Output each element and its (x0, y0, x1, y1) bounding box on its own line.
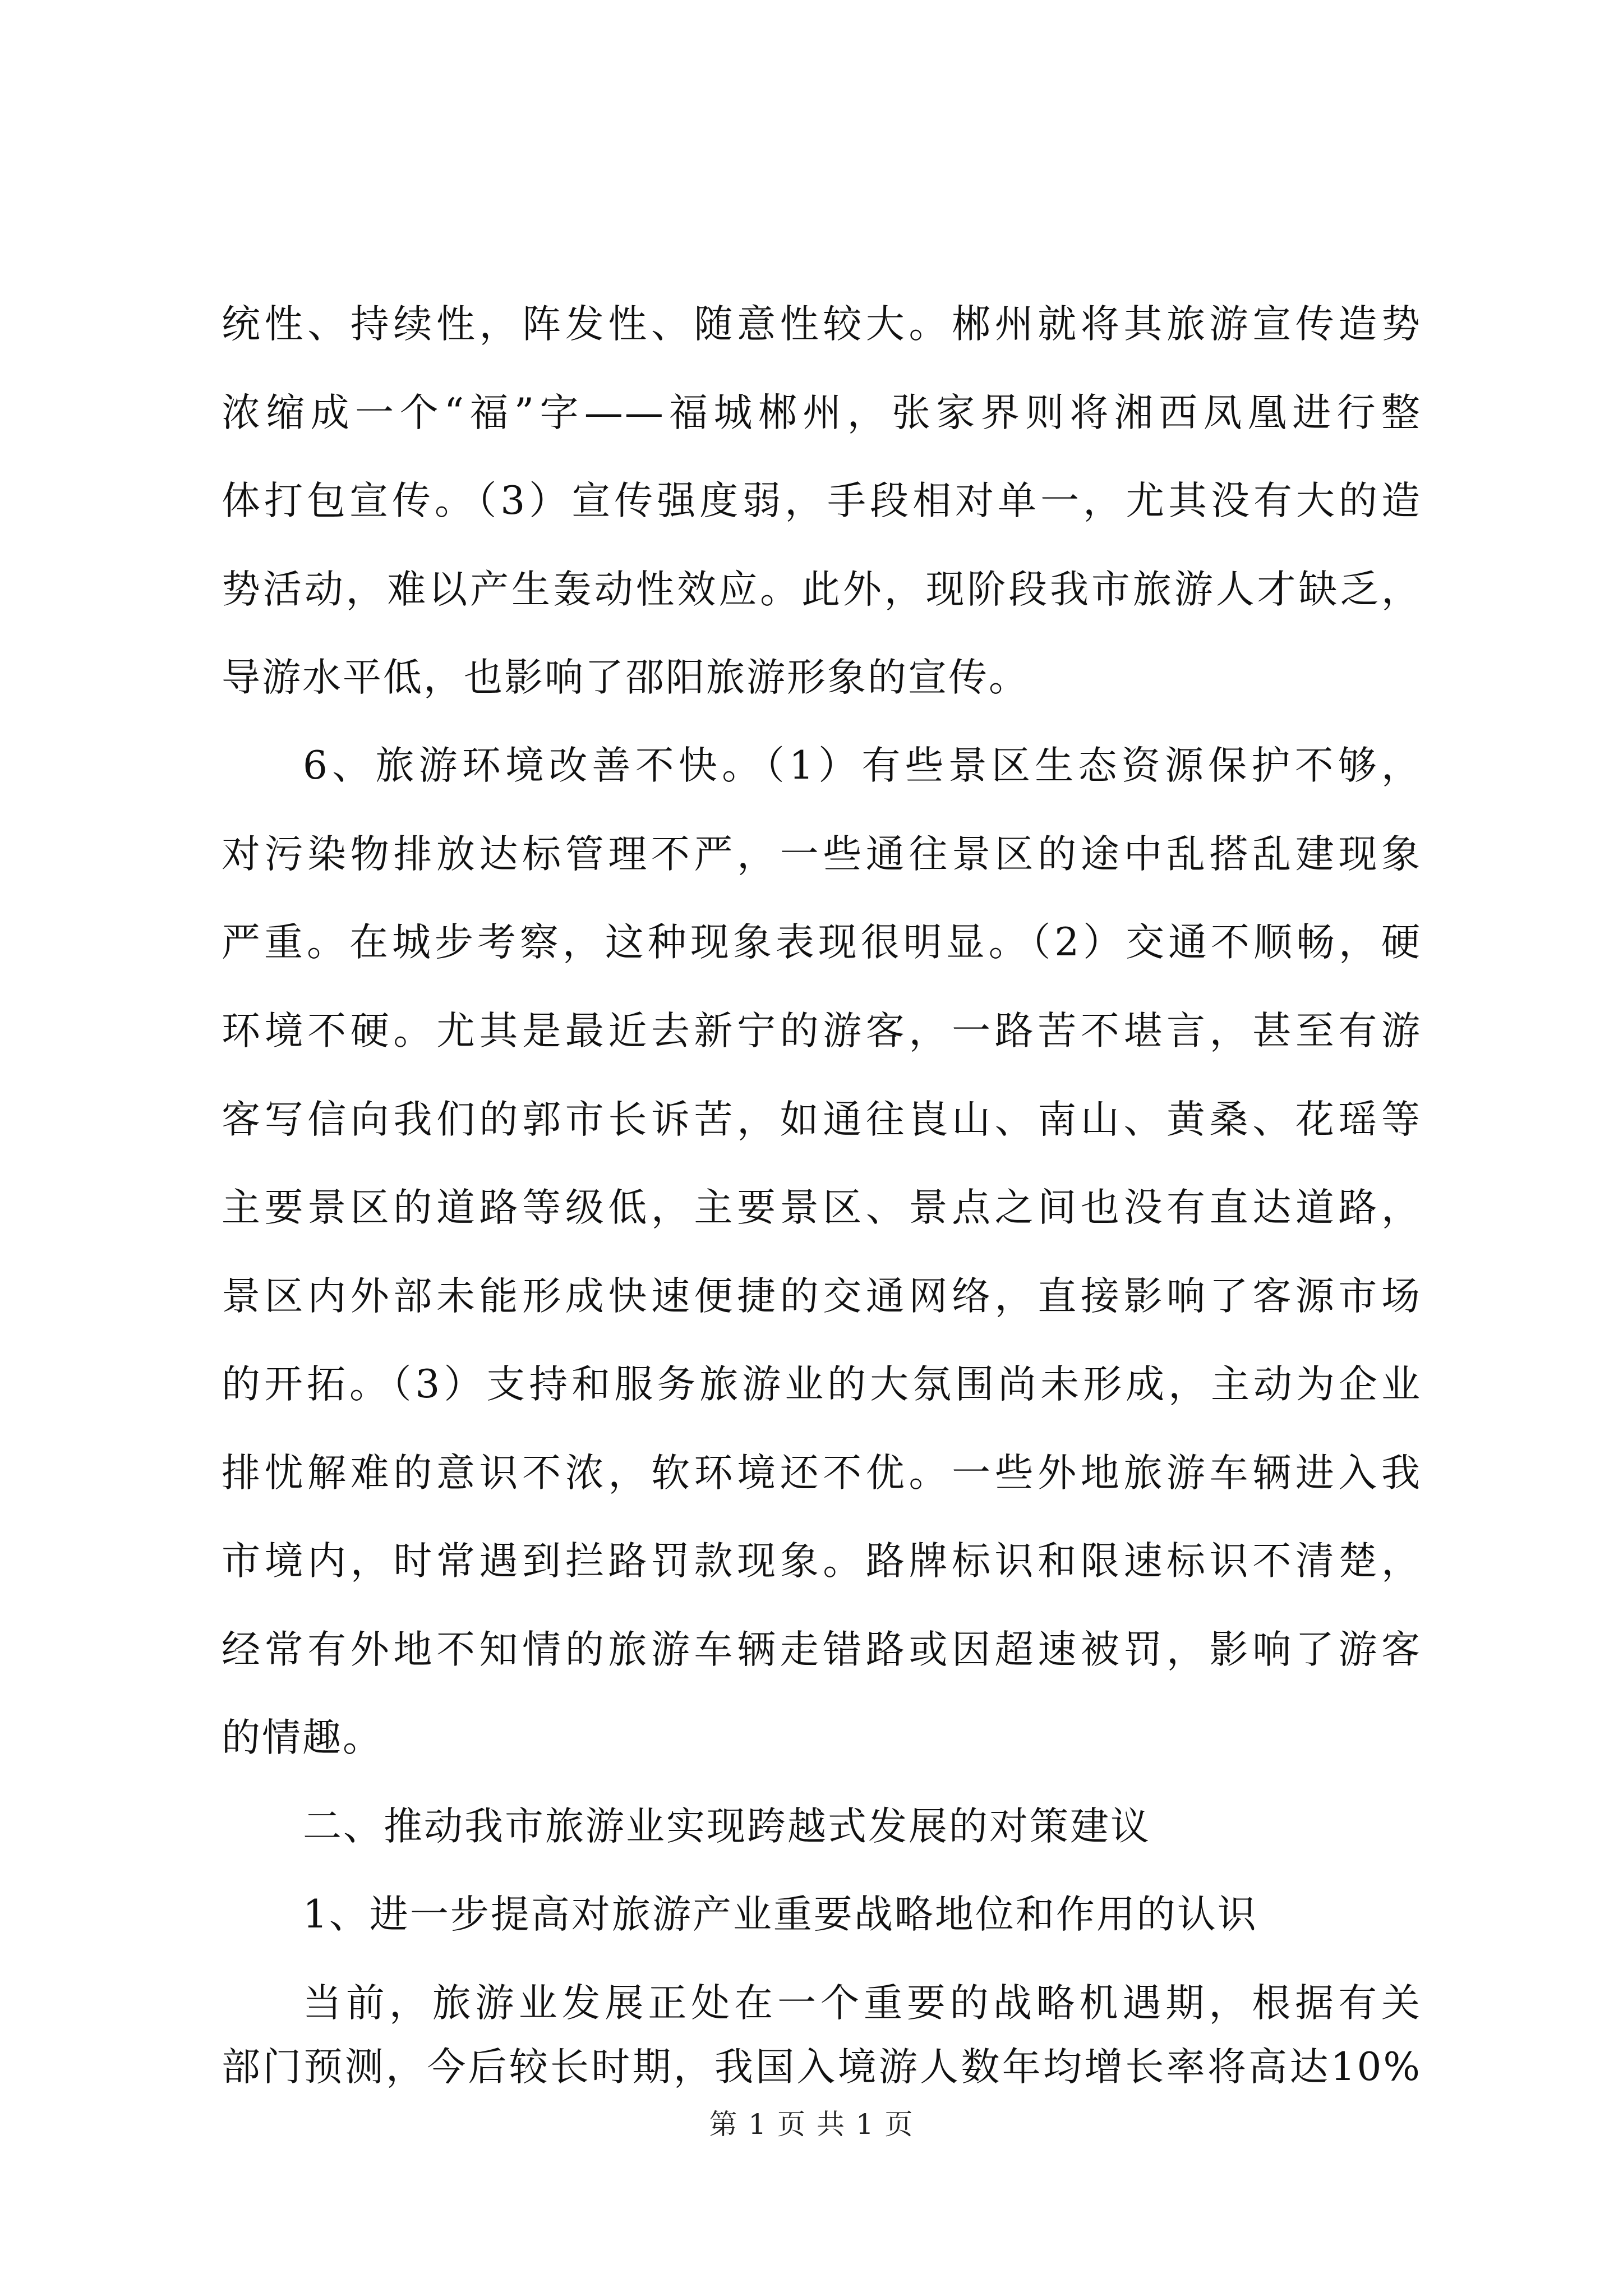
body-line: 严重。在城步考察，这种现象表现很明显。（2）交通不顺畅，硬 (222, 920, 1422, 965)
body-line: 体打包宣传。（3）宣传强度弱，手段相对单一，尤其没有大的造 (222, 478, 1422, 523)
body-line: 统性、持续性，阵发性、随意性较大。郴州就将其旅游宣传造势 (222, 302, 1422, 347)
page-number-footer: 第 1 页 共 1 页 (709, 2108, 914, 2141)
body-line: 排忧解难的意识不浓，软环境还不优。一些外地旅游车辆进入我 (222, 1451, 1422, 1496)
body-line: 市境内，时常遇到拦路罚款现象。路牌标识和限速标识不清楚， (222, 1539, 1422, 1584)
section-heading: 二、推动我市旅游业实现跨越式发展的对策建议 (303, 1804, 1151, 1849)
paragraph-start-line: 6、旅游环境改善不快。（1）有些景区生态资源保护不够， (303, 743, 1422, 788)
body-line: 经常有外地不知情的旅游车辆走错路或因超速被罚，影响了游客 (222, 1627, 1422, 1672)
body-line: 部门预测，今后较长时期，我国入境游人数年均增长率将高达10% (222, 2045, 1422, 2090)
body-line: 的开拓。（3）支持和服务旅游业的大氛围尚未形成，主动为企业 (222, 1362, 1422, 1407)
body-line: 对污染物排放达标管理不严，一些通往景区的途中乱搭乱建现象 (222, 832, 1422, 877)
body-line: 浓缩成一个“福”字——福城郴州，张家界则将湘西凤凰进行整 (222, 390, 1422, 435)
body-line: 景区内外部未能形成快速便捷的交通网络，直接影响了客源市场 (222, 1274, 1422, 1319)
body-line: 的情趣。 (222, 1715, 383, 1760)
body-line: 势活动，难以产生轰动性效应。此外，现阶段我市旅游人才缺乏， (222, 567, 1422, 612)
body-line: 环境不硬。尤其是最近去新宁的游客，一路苦不堪言，甚至有游 (222, 1009, 1422, 1053)
paragraph-start-line: 当前，旅游业发展正处在一个重要的战略机遇期，根据有关 (303, 1981, 1422, 2026)
body-line: 客写信向我们的郭市长诉苦，如通往崀山、南山、黄桑、花瑶等 (222, 1097, 1422, 1142)
body-line: 主要景区的道路等级低，主要景区、景点之间也没有直达道路， (222, 1185, 1422, 1230)
subsection-heading: 1、进一步提高对旅游产业重要战略地位和作用的认识 (303, 1892, 1258, 1937)
body-line: 导游水平低，也影响了邵阳旅游形象的宣传。 (222, 655, 1029, 700)
